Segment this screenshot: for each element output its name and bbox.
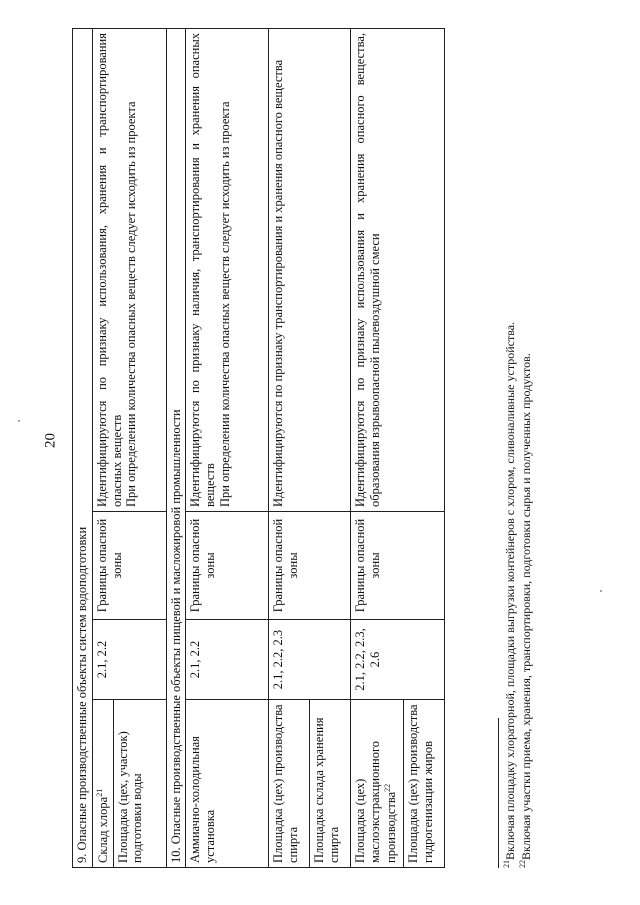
object-cell: Аммиачно-холодильная установка: [186, 700, 269, 868]
notes-cell: [92, 29, 166, 512]
section-header-row: [166, 29, 186, 868]
note-text: Идентифицируются по признаку наличия, транспортирования и хранения опасных веществ: [188, 33, 218, 507]
items-cell: 2.1, 2.2, 2.3, 2.6: [351, 620, 445, 700]
object-cell: Площадка (цех, участок) подготовки воды: [113, 700, 166, 868]
items-cell: 2.1, 2.2: [186, 620, 269, 700]
scan-speck: [600, 590, 602, 592]
section-title: 9. Опасные производственные объекты систем водоподготовки: [73, 29, 93, 868]
footnote-text: Включая площадку хлораторной, площадки выгрузки контейнеров с хлором, сливоналивные устройства.: [503, 321, 517, 860]
notes-cell: [269, 29, 351, 512]
object-cell: Площадка (цех) производства гидрогенизации жиров: [404, 700, 445, 868]
footnotes: [498, 28, 534, 868]
footnote-divider: [498, 718, 499, 868]
object-cell: Площадка (цех) маслоэкстракционного производства$^{22}$: [351, 700, 404, 868]
object-cell: Склад хлора$^{21}$: [92, 700, 113, 868]
page-number: 20: [42, 433, 59, 448]
section-header-row: [73, 29, 93, 868]
footnote: [518, 28, 534, 868]
footnote-text: Включая участки приема, хранения, транспортировки, подготовки сырья и полученных продуктов.: [519, 353, 533, 860]
items-cell: 2.1, 2.2: [92, 620, 166, 700]
boundary-cell: Границы опасной зоны: [351, 512, 445, 620]
footnote-ref: 22: [382, 783, 392, 792]
section-title: 10. Опасные производственные объекты пищевой и масложировой промышленности: [166, 29, 186, 868]
object-cell: Площадка склада хранения спирта: [310, 700, 351, 868]
footnote-mark: 21: [502, 860, 511, 868]
table-row: [92, 29, 113, 868]
footnote: [502, 28, 518, 868]
hazard-table: [72, 28, 445, 868]
footnote-mark: 22: [518, 860, 527, 868]
note-text: Идентифицируются по признаку использования, хранения и транспортирования опасных веществ: [94, 33, 124, 507]
note-text: Идентифицируются по признаку использования и хранения опасного вещества, образования взрывоопасной пылевоздушной смеси: [353, 33, 383, 507]
note-text: Идентифицируются по признаку транспортирования и хранения опасного вещества: [271, 59, 286, 507]
note-text: При определении количества опасных веществ следует исходить из проекта: [124, 101, 139, 507]
boundary-cell: Границы опасной зоны: [269, 512, 351, 620]
rotated-page-content: [72, 28, 533, 868]
scan-speck: [18, 420, 20, 422]
items-cell: 2.1, 2.2, 2.3: [269, 620, 351, 700]
boundary-cell: Границы опасной зоны: [186, 512, 269, 620]
table-row: [269, 29, 310, 868]
boundary-cell: Границы опасной зоны: [92, 512, 166, 620]
table-row: [351, 29, 404, 868]
notes-cell: [351, 29, 445, 512]
object-cell: Площадка (цех) производства спирта: [269, 700, 310, 868]
notes-cell: [186, 29, 269, 512]
footnote-ref: 21: [94, 788, 104, 797]
table-row: [186, 29, 269, 868]
note-text: При определении количества опасных веществ следует исходить из проекта: [217, 101, 232, 507]
